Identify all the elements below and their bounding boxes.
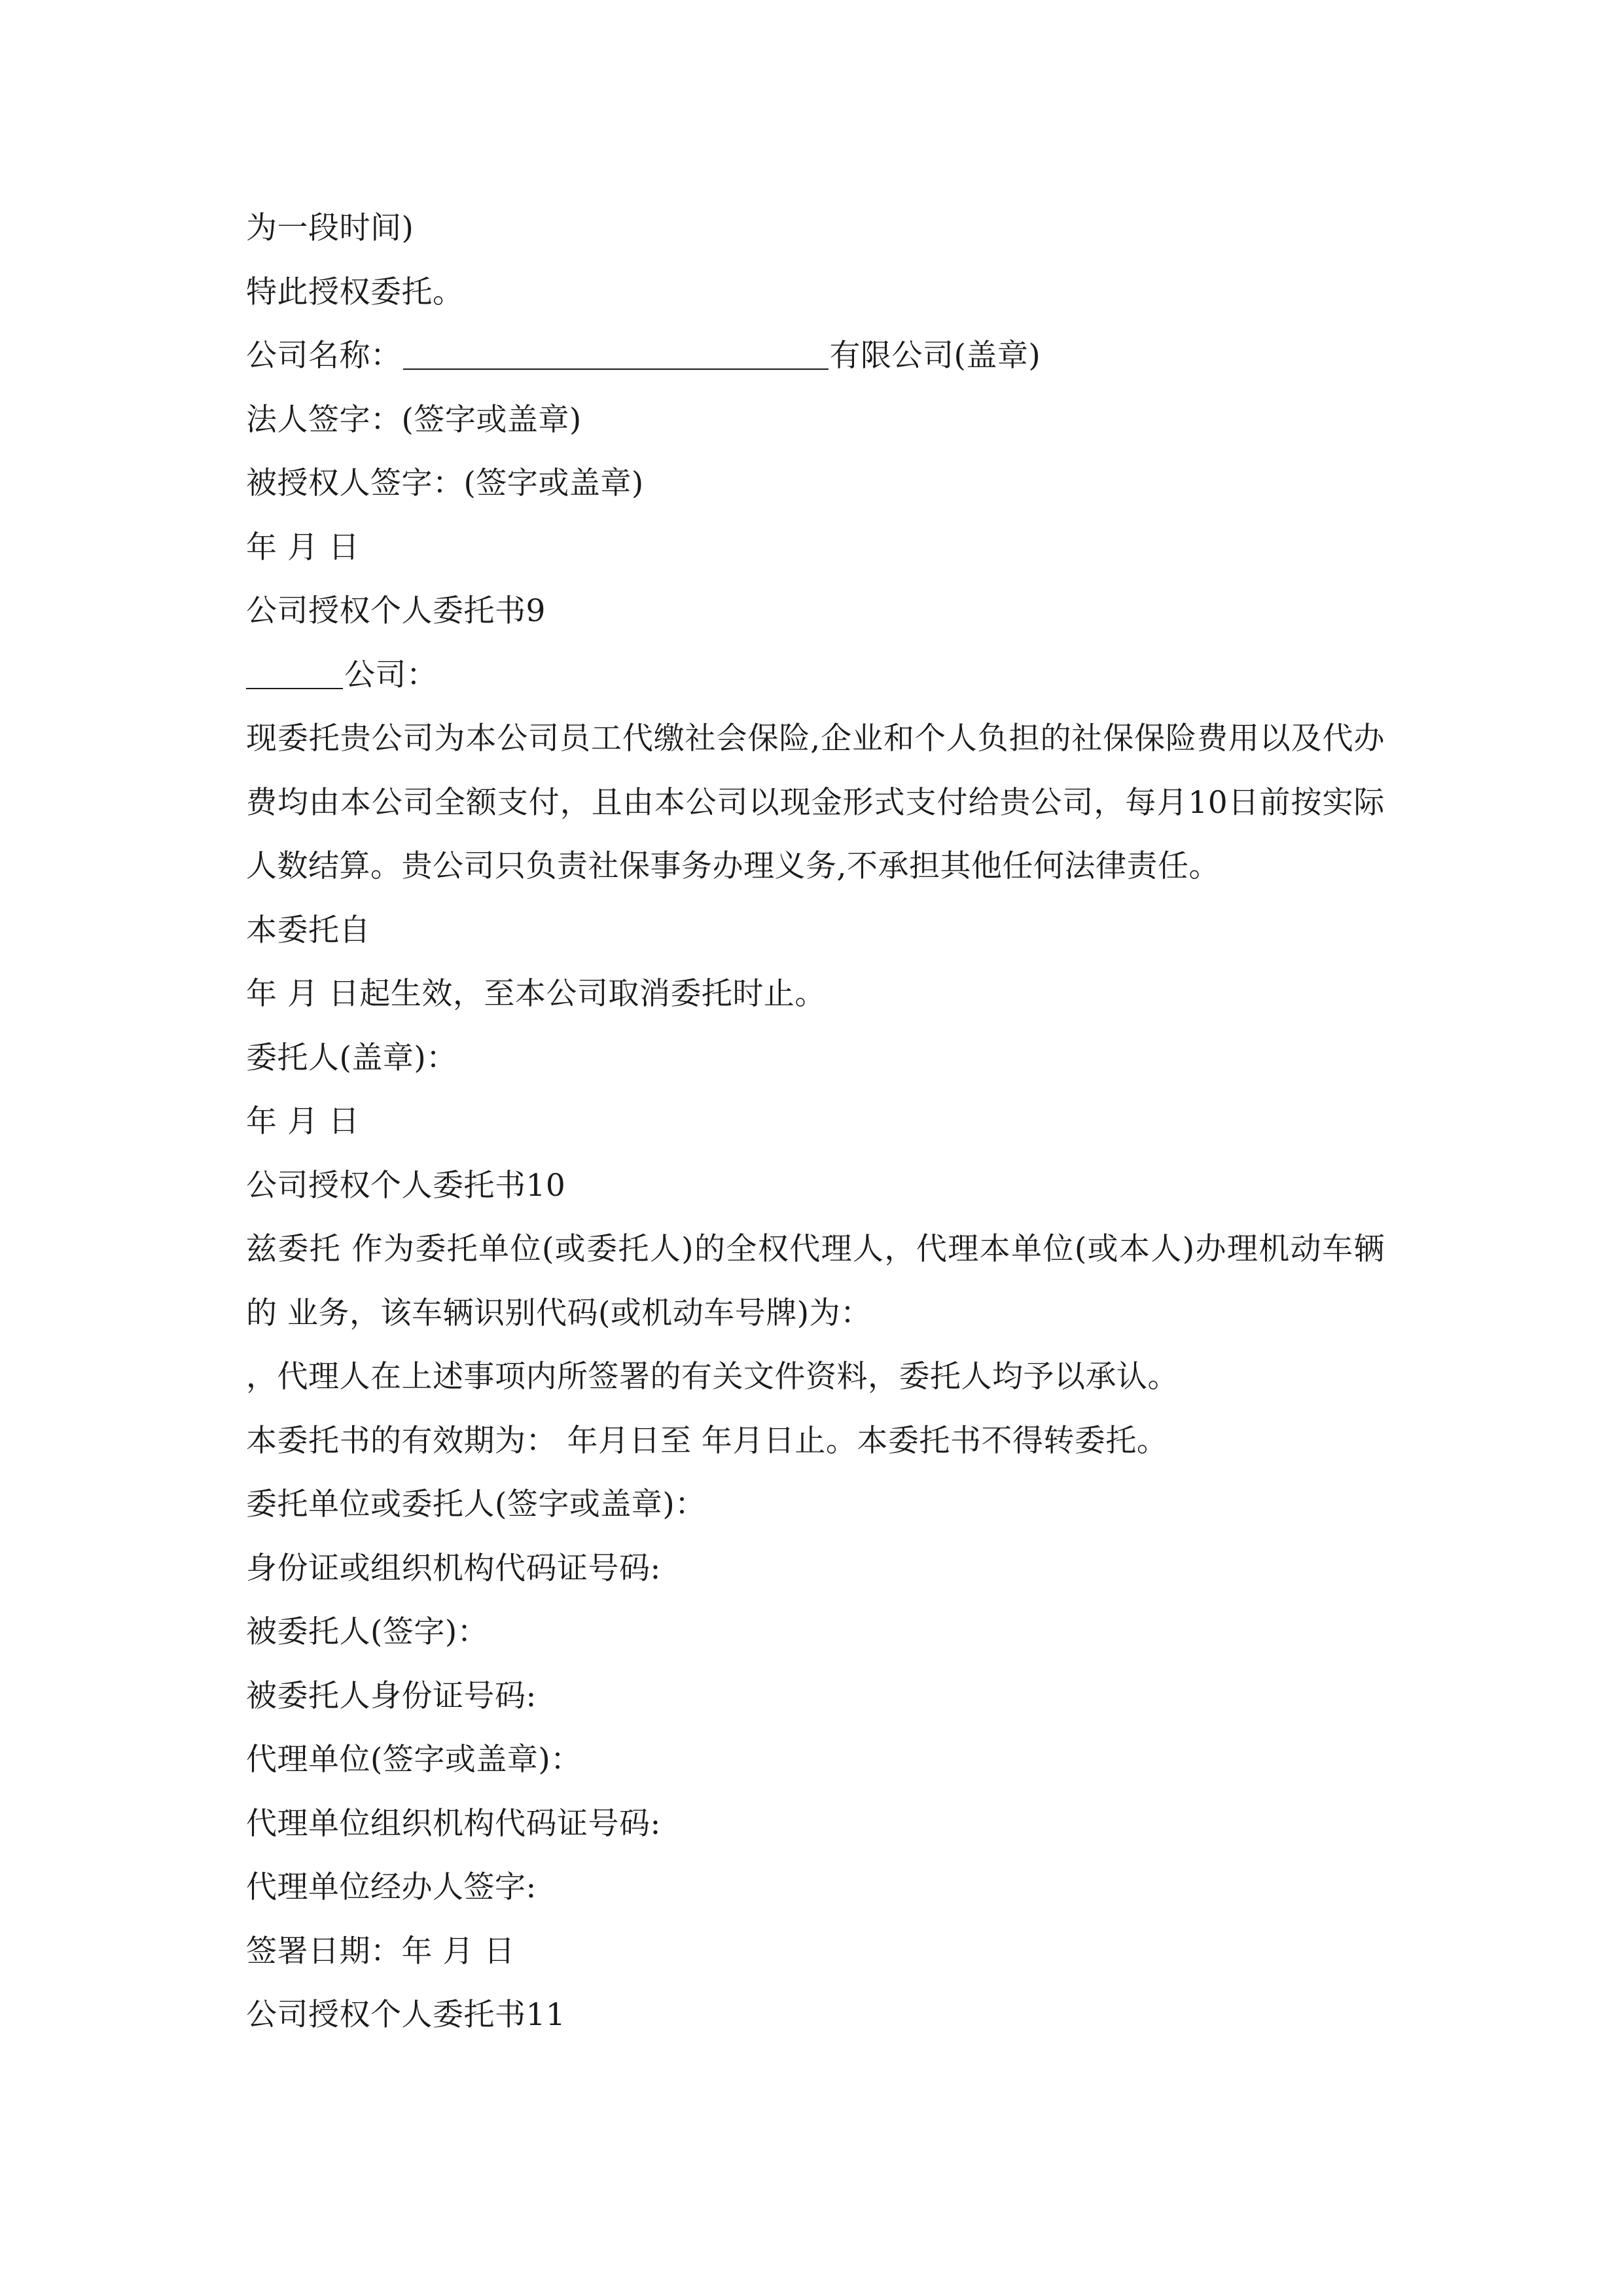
paragraph-hereby-authorize: 特此授权委托。 [246,274,464,310]
agent-unit-org-code-line: 代理单位组织机构代码证号码: [246,1805,661,1842]
date-line-2: 年 月 日 [246,1103,360,1139]
signing-date-line: 签署日期：年 月 日 [246,1933,515,1969]
addressee-blank [246,655,343,689]
legal-person-signature: 法人签字：(签字或盖章) [246,401,582,438]
id-or-org-code-line: 身份证或组织机构代码证号码: [246,1550,661,1587]
agent-entrust-paragraph: 兹委托 作为委托单位(或委托人)的全权代理人，代理本单位(或本人)办理机动车辆的 业务，该车辆识别代码(或机动车号牌)为： [246,1231,1385,1331]
entrustee-id-line: 被委托人身份证号码: [246,1677,537,1714]
entrusting-unit-signature: 委托单位或委托人(签字或盖章)： [246,1486,706,1522]
agent-unit-signature: 代理单位(签字或盖章)： [246,1742,582,1778]
validity-period-line: 本委托书的有效期为： 年月日至 年月日止。本委托书不得转委托。 [246,1422,1168,1459]
addressee-suffix: 公司： [344,656,438,693]
company-name-blank [403,336,829,370]
agent-handler-signature: 代理单位经办人签字: [246,1869,537,1905]
company-name-label: 公司名称： [246,338,402,374]
company-name-line [246,324,1385,388]
entrusting-party-seal: 委托人(盖章)： [246,1039,457,1076]
date-line: 年 月 日 [246,529,360,565]
section-heading-11: 公司授权个人委托书11 [246,1997,566,2033]
social-insurance-paragraph: 现委托贵公司为本公司员工代缴社会保险,企业和个人负担的社保保险费用以及代办费均由本公司全额支付，且由本公司以现金形式支付给贵公司，每月10日前按实际人数结算。贵公司只负责社保事务办理义务,不承担其他任何法律责任。 [246,721,1385,884]
document-body [246,196,1385,2047]
authorized-person-signature: 被授权人签字：(签字或盖章) [246,465,644,501]
paragraph-time-period-end: 为一段时间) [246,210,414,246]
section-heading-10: 公司授权个人委托书10 [246,1167,566,1204]
effective-date-line: 年 月 日起生效，至本公司取消委托时止。 [246,976,826,1012]
addressee-line [246,643,1385,708]
section-heading-9: 公司授权个人委托书9 [246,593,546,629]
acknowledgement-line: ，代理人在上述事项内所签署的有关文件资料，委托人均予以承认。 [246,1359,1179,1395]
entrustee-signature: 被委托人(签字)： [246,1614,489,1650]
company-name-suffix: 有限公司(盖章) [829,338,1041,374]
entrust-from-line: 本委托自 [246,912,370,948]
